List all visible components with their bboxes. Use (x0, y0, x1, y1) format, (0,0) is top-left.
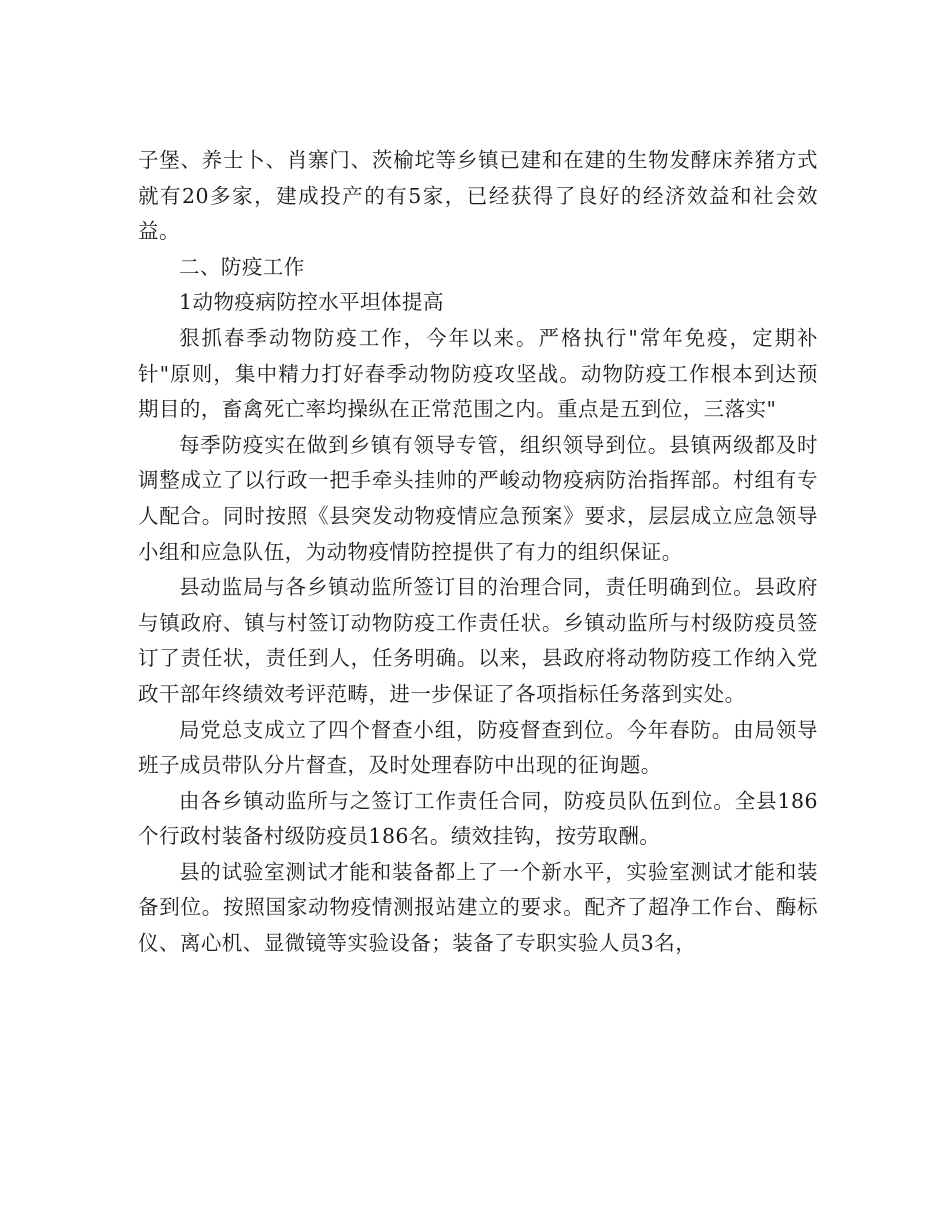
paragraph-continued: 子堡、养士卜、肖寨门、茨榆坨等乡镇已建和在建的生物发酵床养猪方式就有20多家，建成投产的有5家，已经获得了良好的经济效益和社会效益。 (138, 148, 818, 244)
section-heading: 二、防疫工作 (179, 254, 305, 279)
paragraph: 由各乡镇动监所与之签订工作责任合同，防疫员队伍到位。全县186个行政村装备村级防疫员186名。绩效挂钩，按劳取酬。 (138, 788, 818, 849)
paragraph: 每季防疫实在做到乡镇有领导专管，组织领导到位。县镇两级都及时调整成立了以行政一把手牵头挂帅的严峻动物疫病防治指挥部。村组有专人配合。同时按照《县突发动物疫情应急预案》要求，层层成立应急领导小组和应急队伍，为动物疫情防控提供了有力的组织保证。 (138, 432, 818, 564)
paragraph: 县的试验室测试才能和装备都上了一个新水平，实验室测试才能和装备到位。按照国家动物疫情测报站建立的要求。配齐了超净工作台、酶标仪、离心机、显微镜等实验设备；装备了专职实验人员3名， (138, 859, 818, 956)
paragraph: 局党总支成立了四个督查小组，防疫督查到位。今年春防。由局领导班子成员带队分片督查，及时处理春防中出现的征询题。 (138, 717, 818, 778)
paragraph: 狠抓春季动物防疫工作，今年以来。严格执行"常年免疫，定期补针"原则，集中精力打好春季动物防疫攻坚战。动物防疫工作根本到达预期目的，畜禽死亡率均操纵在正常范围之内。重点是五到位，三落实" (138, 325, 818, 422)
document-page (138, 143, 818, 962)
paragraph: 县动监局与各乡镇动监所签订目的治理合同，责任明确到位。县政府与镇政府、镇与村签订动物防疫工作责任状。乡镇动监所与村级防疫员签订了责任状，责任到人，任务明确。以来，县政府将动物防疫工作纳入党政干部年终绩效考评范畴，进一步保证了各项指标任务落到实处。 (138, 575, 818, 706)
subsection-heading: 1动物疫病防控水平坦体提高 (179, 290, 444, 315)
